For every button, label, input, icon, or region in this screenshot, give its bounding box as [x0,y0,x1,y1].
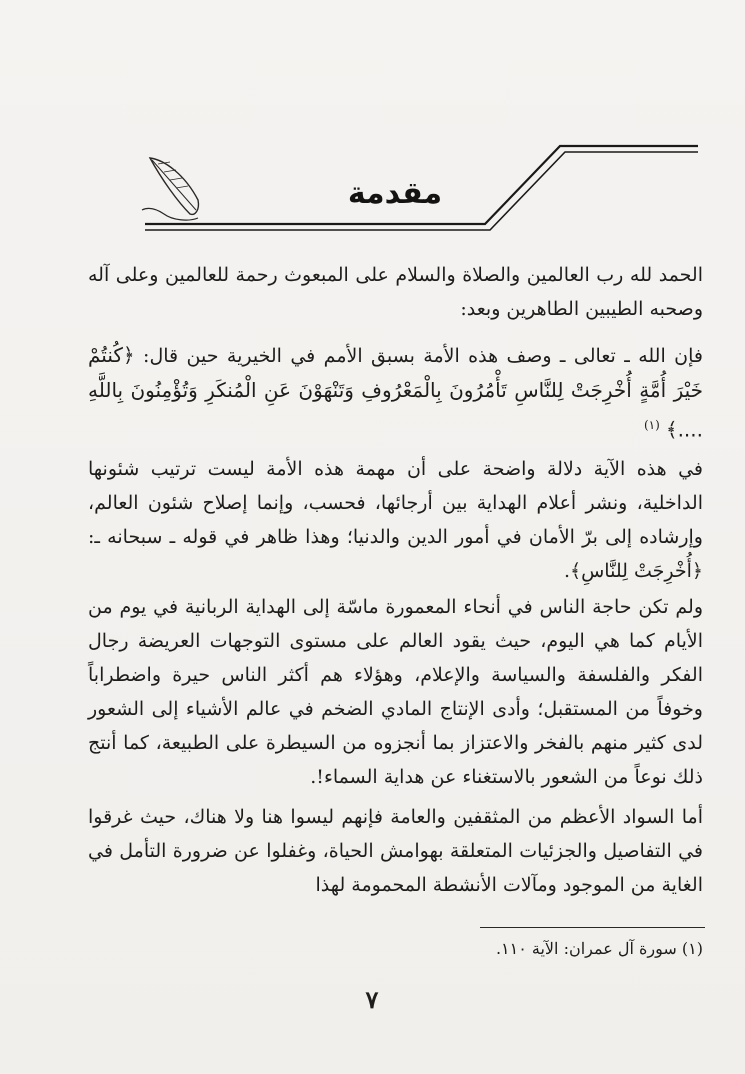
footnote-reference: (١) [643,418,660,432]
footnote: (١) سورة آل عمران: الآية ١١٠. [495,939,703,958]
paragraph-verse [88,338,703,447]
page-number: ٧ [365,985,379,1014]
footnote-divider [480,927,705,928]
paragraph-mission: في هذه الآية دلالة واضحة على أن مهمة هذه الأمة ليست ترتيب شئونها الداخلية، ونشر أعلام الهداية بين أرجائها، فحسب، وإنما إصلاح شئون العالم، وإرشاده إلى برّ الأمان في أمور الدين والدنيا؛ وهذا ظاهر في قوله ـ سبحانه ـ: ﴿أُخْرِجَتْ لِلنَّاسِ﴾. [88,458,703,582]
paragraph-verse-intro: فإن الله ـ تعالى ـ وصف هذه الأمة بسبق الأمم في الخيرية حين قال: [143,345,703,367]
quran-verse: ﴿كُنتُمْ خَيْرَ أُمَّةٍ أُخْرِجَتْ لِلنَّاسِ تَأْمُرُونَ بِالْمَعْرُوفِ وَتَنْهَوْنَ عَنِ الْمُنكَرِ وَتُؤْمِنُونَ بِاللَّهِ ....﴾ [88,343,703,442]
quill-feather-icon [142,158,198,220]
paragraph-masses: أما السواد الأعظم من المثقفين والعامة فإنهم ليسوا هنا ولا هناك، حيث غرقوا في التفاصيل والجزئيات المتعلقة بهوامش الحياة، وغفلوا عن ضرورة التأمل في الغاية من الموجود ومآلات الأنشطة المحمومة لهذا [88,806,703,896]
paragraph-need-for-guidance: ولم تكن حاجة الناس في أنحاء المعمورة ماسّة إلى الهداية الربانية في يوم من الأيام كما هي اليوم، حيث يقود العالم على مستوى التوجهات العريضة رجال الفكر والفلسفة والسياسة والإعلام، وهؤلاء هم أكثر الناس حيرة واضطراباً وخوفاً من المستقبل؛ وأدى الإنتاج المادي الضخم في عالم الأشياء إلى الشعور لدى كثير منهم بالفخر والاعتزاز بما أنجزوه من السيطرة على الطبيعة، كما أنتج ذلك نوعاً من الشعور بالاستغناء عن هداية السماء!. [88,596,703,788]
paragraph-opening: الحمد لله رب العالمين والصلاة والسلام على المبعوث رحمة للعالمين وعلى آله وصحبه الطيبين الطاهرين وبعد: [88,264,703,320]
page-title: مقدمة [347,176,443,211]
